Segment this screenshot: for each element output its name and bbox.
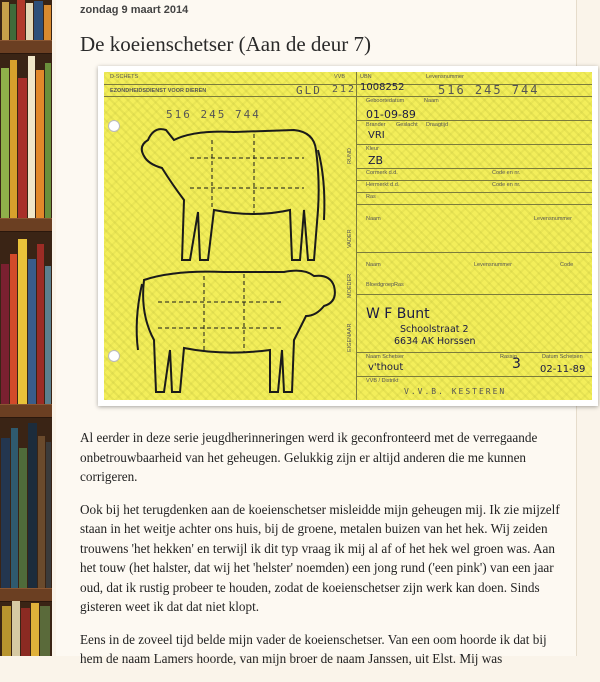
province-code: GLD xyxy=(296,84,322,97)
cow-diagrams xyxy=(104,100,352,400)
levensnummer-label: Levensnummer xyxy=(426,74,464,80)
rund-label: RUND xyxy=(347,148,353,164)
cormerk-label: Cormerk d.d. xyxy=(366,170,398,176)
book-row xyxy=(0,417,52,588)
geslacht-value: VRI xyxy=(368,130,385,141)
footer-org: V.V.B. KESTEREN xyxy=(404,387,507,396)
shelf-plank xyxy=(0,588,52,602)
paragraph: Ook bij het terugdenken aan de koeienschetser misleidde mijn geheugen mij. Ik zie mijzelf staan in het weitje achter ons huis, bij de groene, metalen buizen van het hek. Wij zeiden trouwens 'het hekken' en terwijl ik dit typ vraag ik mij al af of het hek wel groen was. Aan het touw (het halster, dat wij het 'helster' noemden) een jong rund ('een pink') van een jaar oud, dat ik rustig probeer te houden, zodat de koeienschetser zijn werk kan doen. Sinds gisteren weet ik dat dat niet klopt. xyxy=(80,501,560,614)
card-header-org: EZONDHEIDSDIENST VOOR DIEREN xyxy=(110,88,207,94)
datum-schetsen-label: Datum Schetsen xyxy=(542,354,583,360)
life-number-small: 516 245 744 xyxy=(166,108,261,121)
owner-name: W F Bunt xyxy=(366,306,430,322)
post-image[interactable] xyxy=(98,66,598,406)
post-date: zondag 9 maart 2014 xyxy=(80,4,189,16)
geboortedatum-label: Geboortedatum xyxy=(366,98,405,104)
birth-date: 01-09-89 xyxy=(366,108,416,121)
schetser-value: v'thout xyxy=(368,362,404,373)
bookshelf-background xyxy=(0,0,52,656)
book-row xyxy=(0,601,52,656)
paragraph: Al eerder in deze serie jeugdherinneringen werd ik geconfronteerd met de verregaande onbetrouwbaarheid van het geheugen. Gelukkig zijn er altijd anderen die me kunnen corrigeren. xyxy=(80,430,538,484)
book-row xyxy=(0,0,52,40)
ras-label-2: Ras xyxy=(394,282,404,288)
shelf-plank xyxy=(0,404,52,418)
vader-label: VADER xyxy=(347,229,353,248)
hermerkt-label: Hermerkt d.d. xyxy=(366,182,400,188)
rassig-label: Rassig xyxy=(500,354,517,360)
card-header-left: D-SCHETS xyxy=(110,74,139,80)
vader-levensnummer-label: Levensnummer xyxy=(534,216,572,222)
vvb-value: 212 xyxy=(332,84,357,95)
cattle-registration-card xyxy=(104,72,592,400)
rassig-value: 3 xyxy=(512,356,521,372)
book-row xyxy=(0,53,52,218)
moeder-label: MOEDER xyxy=(347,273,353,298)
book-row xyxy=(0,231,52,404)
eigenaar-label: EIGENAAR xyxy=(347,323,353,352)
schetser-label: Naam Schetser xyxy=(366,354,404,360)
vvb-label: VVB xyxy=(334,74,346,80)
kleur-value: ZB xyxy=(368,154,384,167)
bloedgroep-label: Bloedgroep xyxy=(366,282,395,288)
ubn-label: UBN xyxy=(360,74,372,80)
post-body xyxy=(80,428,560,682)
brander-label: Brander xyxy=(366,122,386,128)
naam-label: Naam xyxy=(424,98,439,104)
datum-schetsen-value: 02-11-89 xyxy=(540,364,586,375)
shelf-plank xyxy=(0,40,52,54)
code-en-nr-label: Code en nr. xyxy=(492,170,521,176)
code-en-nr-label-2: Code en nr. xyxy=(492,182,521,188)
post-title: De koeienschetser (Aan de deur 7) xyxy=(80,32,371,56)
shelf-plank xyxy=(0,218,52,232)
owner-city: 6634 AK Horssen xyxy=(394,336,476,347)
ras-label: Ras xyxy=(366,194,376,200)
kleur-label: Kleur xyxy=(366,146,379,152)
moeder-naam-label: Naam xyxy=(366,262,381,268)
life-number: 516 245 744 xyxy=(438,83,540,97)
paragraph: Eens in de zoveel tijd belde mijn vader de koeienschetser. Van een oom hoorde ik dat bij hem de naam Lamers hoorde, van mijn broer de naam Janssen, uit Elst. Mij was xyxy=(80,631,547,666)
draagtijd-label: Draagtijd xyxy=(426,122,449,128)
blog-post xyxy=(56,0,586,666)
owner-street: Schoolstraat 2 xyxy=(400,324,469,335)
ubn-value: 1008252 xyxy=(360,82,405,93)
code-label: Code xyxy=(560,262,574,268)
geslacht-label: Geslacht xyxy=(396,122,418,128)
vvb-district-label: VVB / Distrikt xyxy=(366,378,399,384)
moeder-levensnummer-label: Levensnummer xyxy=(474,262,512,268)
vader-naam-label: Naam xyxy=(366,216,381,222)
